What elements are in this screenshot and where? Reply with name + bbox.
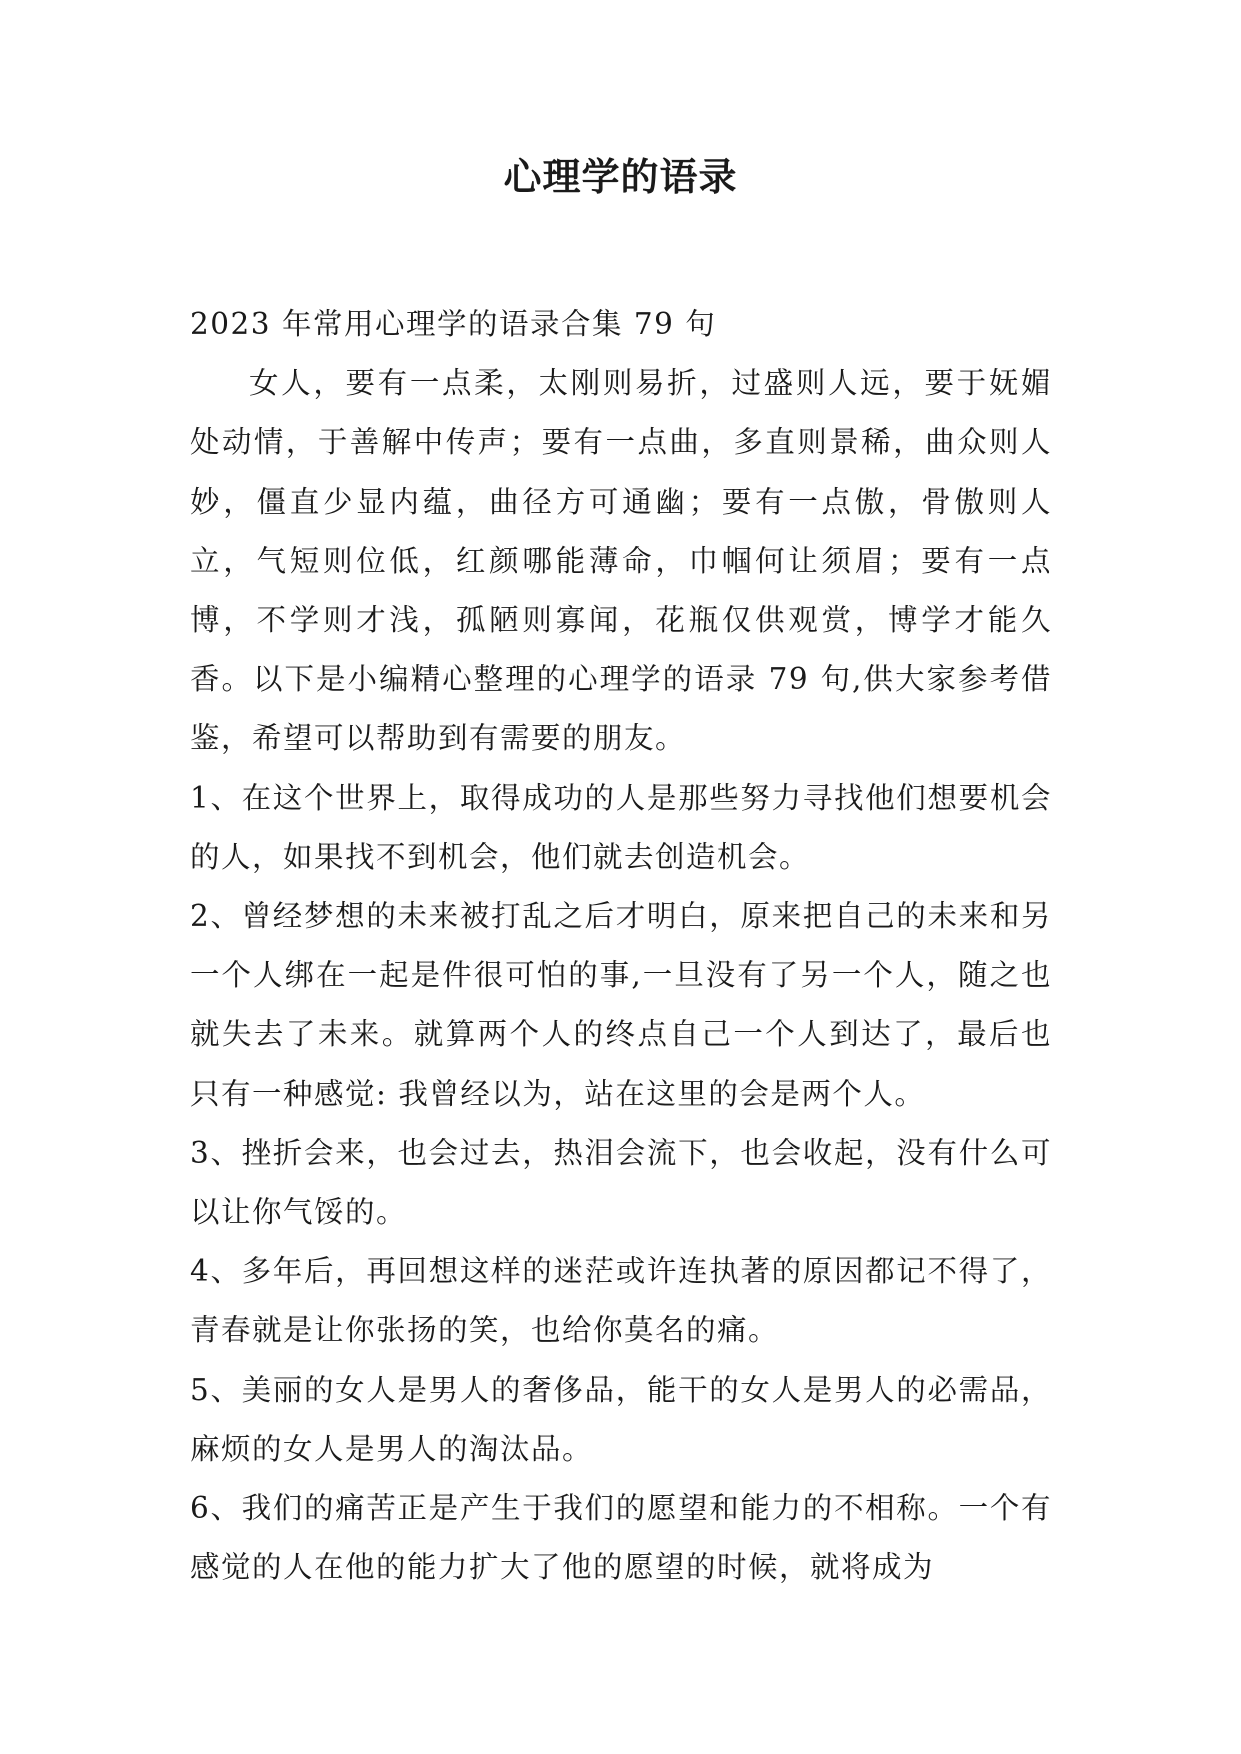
intro-paragraph: 女人，要有一点柔，太刚则易折，过盛则人远，要于妩媚处动情，于善解中传声；要有一点曲，多直则景稀，曲众则人妙，僵直少显内蕴，曲径方可通幽；要有一点傲，骨傲则人立，气短则位低，红颜哪能薄命，巾帼何让须眉；要有一点博，不学则才浅，孤陋则寡闻，花瓶仅供观赏，博学才能久香。以下是小编精心整理的心理学的语录 79 句,供大家参考借鉴，希望可以帮助到有需要的朋友。 (190, 366, 1052, 756)
document-title: 心理学的语录 (503, 155, 738, 199)
document-body (190, 295, 1052, 1597)
quote-item-5: 5、美丽的女人是男人的奢侈品，能干的女人是男人的必需品，麻烦的女人是男人的淘汰品。 (190, 1372, 1052, 1466)
quote-item-3: 3、挫折会来，也会过去，热泪会流下，也会收起，没有什么可以让你气馁的。 (190, 1135, 1052, 1230)
quote-item-2: 2、曾经梦想的未来被打乱之后才明白，原来把自己的未来和另一个人绑在一起是件很可怕的事,一旦没有了另一个人，随之也就失去了未来。就算两个人的终点自己一个人到达了，最后也只有一种感觉: 我曾经以为，站在这里的会是两个人。 (190, 899, 1052, 1111)
quote-item-4: 4、多年后，再回想这样的迷茫或许连执著的原因都记不得了，青春就是让你张扬的笑，也给你莫名的痛。 (190, 1254, 1052, 1348)
quote-item-1: 1、在这个世界上，取得成功的人是那些努力寻找他们想要机会的人，如果找不到机会，他们就去创造机会。 (190, 780, 1052, 874)
quote-item-6: 6、我们的痛苦正是产生于我们的愿望和能力的不相称。一个有感觉的人在他的能力扩大了他的愿望的时候，就将成为 (190, 1491, 1052, 1585)
document-subtitle: 2023 年常用心理学的语录合集 79 句 (190, 307, 717, 341)
